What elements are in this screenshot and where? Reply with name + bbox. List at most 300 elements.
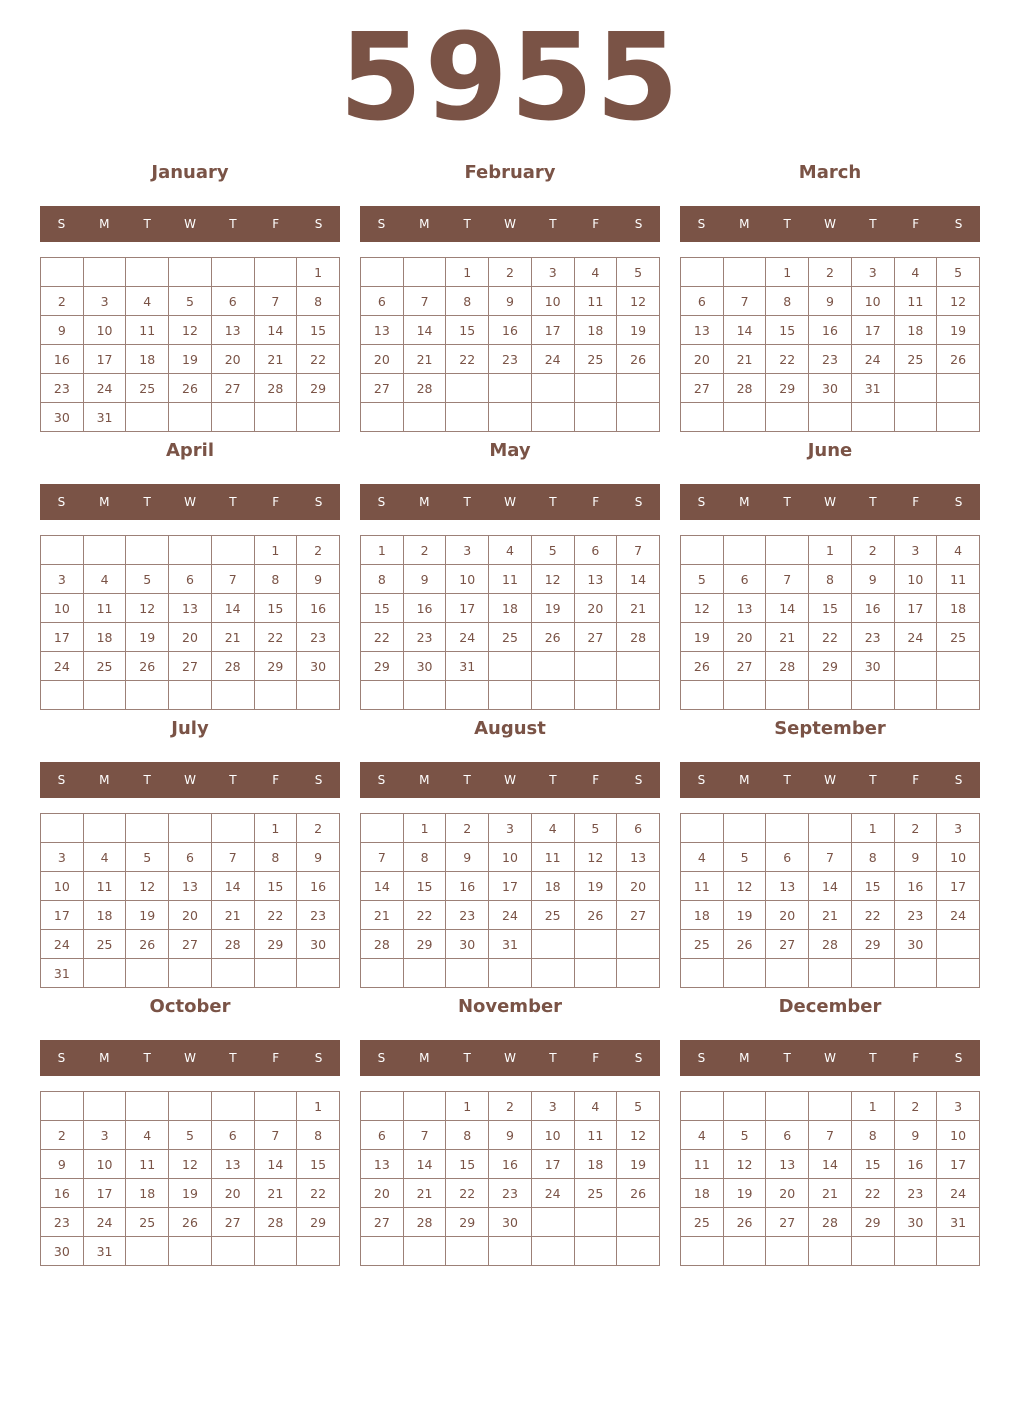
day-cell: 16 — [297, 594, 340, 623]
day-cell: 31 — [41, 959, 84, 988]
month-name: November — [457, 996, 563, 1017]
day-cell: 8 — [851, 1121, 894, 1150]
weekday-label: W — [824, 217, 836, 231]
week-row — [41, 681, 340, 710]
day-cell: 3 — [83, 287, 126, 316]
day-cell: 26 — [681, 652, 724, 681]
day-cell: 26 — [126, 930, 169, 959]
day-cell: 27 — [211, 374, 254, 403]
day-cell: 16 — [809, 316, 852, 345]
week-row — [41, 930, 340, 959]
empty-day-cell — [937, 403, 980, 432]
day-cell: 8 — [766, 287, 809, 316]
day-cell: 27 — [211, 1208, 254, 1237]
empty-day-cell — [851, 1237, 894, 1266]
empty-day-cell — [851, 959, 894, 988]
day-cell: 10 — [41, 872, 84, 901]
day-cell: 12 — [937, 287, 980, 316]
day-cell: 25 — [126, 374, 169, 403]
day-cell: 12 — [531, 565, 574, 594]
empty-day-cell — [126, 258, 169, 287]
day-cell: 16 — [894, 872, 937, 901]
empty-day-cell — [297, 959, 340, 988]
day-cell: 13 — [361, 1150, 404, 1179]
day-cell: 30 — [297, 930, 340, 959]
day-cell: 29 — [361, 652, 404, 681]
week-row — [41, 843, 340, 872]
week-row — [361, 1179, 660, 1208]
day-cell: 30 — [446, 930, 489, 959]
day-cell: 1 — [766, 258, 809, 287]
day-cell: 24 — [937, 1179, 980, 1208]
day-cell: 12 — [574, 843, 617, 872]
week-row — [361, 843, 660, 872]
day-grid — [360, 257, 660, 432]
day-cell: 15 — [297, 316, 340, 345]
day-cell: 13 — [169, 594, 212, 623]
empty-day-cell — [617, 374, 660, 403]
empty-day-cell — [169, 681, 212, 710]
month-name: March — [798, 162, 862, 183]
day-cell: 15 — [851, 1150, 894, 1179]
day-cell: 12 — [723, 872, 766, 901]
empty-day-cell — [574, 959, 617, 988]
day-cell: 6 — [211, 287, 254, 316]
day-cell: 20 — [723, 623, 766, 652]
empty-day-cell — [297, 1237, 340, 1266]
day-cell: 1 — [809, 536, 852, 565]
day-grid — [360, 535, 660, 710]
weekday-label: S — [954, 495, 963, 509]
day-cell: 4 — [937, 536, 980, 565]
empty-day-cell — [41, 681, 84, 710]
weekday-label: S — [634, 1051, 643, 1065]
week-row — [361, 959, 660, 988]
empty-day-cell — [126, 959, 169, 988]
day-cell: 22 — [254, 623, 297, 652]
day-cell: 7 — [766, 565, 809, 594]
week-row — [41, 1208, 340, 1237]
weekday-label: W — [504, 1051, 516, 1065]
day-cell: 29 — [254, 652, 297, 681]
day-cell: 7 — [361, 843, 404, 872]
week-row — [361, 565, 660, 594]
day-cell: 21 — [723, 345, 766, 374]
day-cell: 30 — [809, 374, 852, 403]
day-cell: 11 — [681, 1150, 724, 1179]
weekday-label: W — [824, 1051, 836, 1065]
weekday-label: T — [463, 773, 471, 787]
day-cell: 5 — [531, 536, 574, 565]
empty-day-cell — [83, 258, 126, 287]
weekday-label: T — [549, 1051, 557, 1065]
day-cell: 21 — [766, 623, 809, 652]
empty-day-cell — [617, 1208, 660, 1237]
weekday-label: M — [419, 773, 430, 787]
day-cell: 1 — [297, 1092, 340, 1121]
day-cell: 10 — [531, 1121, 574, 1150]
weekday-label: M — [739, 217, 750, 231]
day-cell: 24 — [937, 901, 980, 930]
day-cell: 4 — [489, 536, 532, 565]
day-cell: 24 — [83, 374, 126, 403]
day-cell: 7 — [211, 843, 254, 872]
weekday-label: T — [783, 495, 791, 509]
day-cell: 9 — [403, 565, 446, 594]
day-cell: 25 — [681, 930, 724, 959]
day-cell: 11 — [574, 287, 617, 316]
weekday-label: F — [592, 1051, 600, 1065]
week-row — [681, 652, 980, 681]
empty-day-cell — [723, 258, 766, 287]
day-cell: 17 — [894, 594, 937, 623]
day-cell: 20 — [169, 901, 212, 930]
day-cell: 7 — [403, 287, 446, 316]
day-cell: 21 — [403, 1179, 446, 1208]
day-cell: 14 — [211, 594, 254, 623]
day-cell: 15 — [766, 316, 809, 345]
weekday-header — [360, 484, 660, 520]
day-cell: 13 — [574, 565, 617, 594]
day-cell: 31 — [83, 1237, 126, 1266]
weekday-label: S — [57, 773, 66, 787]
day-cell: 21 — [211, 901, 254, 930]
empty-day-cell — [169, 403, 212, 432]
empty-day-cell — [894, 403, 937, 432]
empty-day-cell — [723, 814, 766, 843]
day-cell: 10 — [83, 316, 126, 345]
day-cell: 14 — [211, 872, 254, 901]
day-cell: 11 — [937, 565, 980, 594]
day-cell: 23 — [894, 901, 937, 930]
empty-day-cell — [617, 930, 660, 959]
day-cell: 3 — [894, 536, 937, 565]
day-cell: 15 — [851, 872, 894, 901]
empty-day-cell — [297, 403, 340, 432]
day-cell: 20 — [766, 1179, 809, 1208]
week-row — [41, 403, 340, 432]
day-cell: 28 — [809, 1208, 852, 1237]
day-cell: 14 — [766, 594, 809, 623]
day-cell: 15 — [297, 1150, 340, 1179]
empty-day-cell — [681, 536, 724, 565]
weekday-label: F — [592, 217, 600, 231]
empty-day-cell — [126, 1092, 169, 1121]
day-cell: 16 — [41, 1179, 84, 1208]
empty-day-cell — [809, 403, 852, 432]
weekday-label: M — [419, 217, 430, 231]
day-cell: 5 — [617, 258, 660, 287]
week-row — [361, 258, 660, 287]
day-cell: 25 — [937, 623, 980, 652]
day-cell: 20 — [211, 345, 254, 374]
day-cell: 20 — [681, 345, 724, 374]
empty-day-cell — [937, 1237, 980, 1266]
empty-day-cell — [531, 652, 574, 681]
weekday-label: M — [99, 495, 110, 509]
empty-day-cell — [403, 1092, 446, 1121]
day-cell: 29 — [403, 930, 446, 959]
day-cell: 28 — [211, 652, 254, 681]
week-row — [361, 536, 660, 565]
empty-day-cell — [41, 258, 84, 287]
day-cell: 28 — [809, 930, 852, 959]
week-row — [361, 1208, 660, 1237]
day-cell: 8 — [446, 287, 489, 316]
week-row — [681, 1179, 980, 1208]
empty-day-cell — [446, 403, 489, 432]
day-cell: 30 — [489, 1208, 532, 1237]
weekday-label: M — [99, 1051, 110, 1065]
day-cell: 3 — [937, 814, 980, 843]
day-cell: 27 — [361, 1208, 404, 1237]
week-row — [361, 901, 660, 930]
day-cell: 21 — [809, 1179, 852, 1208]
weekday-label: M — [739, 773, 750, 787]
day-cell: 29 — [297, 374, 340, 403]
week-row — [41, 652, 340, 681]
weekday-label: T — [869, 1051, 877, 1065]
day-cell: 8 — [254, 843, 297, 872]
week-row — [681, 843, 980, 872]
day-cell: 11 — [681, 872, 724, 901]
empty-day-cell — [681, 959, 724, 988]
day-cell: 5 — [617, 1092, 660, 1121]
day-cell: 15 — [254, 594, 297, 623]
day-cell: 15 — [254, 872, 297, 901]
empty-day-cell — [446, 681, 489, 710]
empty-day-cell — [83, 536, 126, 565]
day-cell: 18 — [937, 594, 980, 623]
empty-day-cell — [894, 1237, 937, 1266]
weekday-label: M — [99, 773, 110, 787]
day-cell: 10 — [446, 565, 489, 594]
week-row — [361, 652, 660, 681]
empty-day-cell — [574, 1237, 617, 1266]
weekday-label: T — [549, 495, 557, 509]
weekday-label: S — [954, 217, 963, 231]
empty-day-cell — [531, 403, 574, 432]
week-row — [41, 536, 340, 565]
weekday-label: M — [739, 495, 750, 509]
day-cell: 5 — [126, 843, 169, 872]
day-cell: 16 — [403, 594, 446, 623]
day-cell: 29 — [766, 374, 809, 403]
empty-day-cell — [681, 1092, 724, 1121]
day-cell: 21 — [211, 623, 254, 652]
day-cell: 20 — [361, 345, 404, 374]
day-cell: 9 — [489, 1121, 532, 1150]
week-row — [681, 872, 980, 901]
week-row — [681, 1237, 980, 1266]
day-cell: 4 — [126, 1121, 169, 1150]
empty-day-cell — [617, 652, 660, 681]
day-cell: 18 — [83, 901, 126, 930]
day-cell: 27 — [574, 623, 617, 652]
week-row — [681, 959, 980, 988]
day-cell: 6 — [169, 843, 212, 872]
empty-day-cell — [169, 1092, 212, 1121]
empty-day-cell — [531, 1208, 574, 1237]
week-row — [681, 1150, 980, 1179]
empty-day-cell — [126, 536, 169, 565]
weekday-label: S — [314, 217, 323, 231]
weekday-header — [680, 1040, 980, 1076]
day-cell: 24 — [489, 901, 532, 930]
day-cell: 18 — [531, 872, 574, 901]
day-cell: 28 — [254, 374, 297, 403]
day-cell: 4 — [531, 814, 574, 843]
empty-day-cell — [361, 1237, 404, 1266]
empty-day-cell — [446, 374, 489, 403]
day-cell: 22 — [766, 345, 809, 374]
weekday-label: S — [57, 1051, 66, 1065]
day-cell: 10 — [531, 287, 574, 316]
weekday-label: S — [634, 217, 643, 231]
empty-day-cell — [211, 959, 254, 988]
weekday-label: W — [504, 495, 516, 509]
day-cell: 14 — [361, 872, 404, 901]
empty-day-cell — [254, 1237, 297, 1266]
day-cell: 17 — [83, 345, 126, 374]
weekday-label: S — [377, 495, 386, 509]
week-row — [361, 1092, 660, 1121]
day-cell: 11 — [574, 1121, 617, 1150]
empty-day-cell — [403, 959, 446, 988]
day-cell: 18 — [894, 316, 937, 345]
day-cell: 25 — [574, 345, 617, 374]
empty-day-cell — [169, 258, 212, 287]
day-cell: 29 — [851, 1208, 894, 1237]
day-cell: 30 — [403, 652, 446, 681]
day-cell: 9 — [297, 565, 340, 594]
week-row — [361, 374, 660, 403]
day-cell: 18 — [574, 1150, 617, 1179]
week-row — [41, 623, 340, 652]
empty-day-cell — [766, 1092, 809, 1121]
day-grid — [360, 813, 660, 988]
day-cell: 5 — [681, 565, 724, 594]
day-cell: 6 — [681, 287, 724, 316]
day-cell: 26 — [126, 652, 169, 681]
day-cell: 17 — [531, 1150, 574, 1179]
day-cell: 30 — [851, 652, 894, 681]
day-cell: 24 — [41, 652, 84, 681]
empty-day-cell — [617, 959, 660, 988]
day-cell: 1 — [254, 536, 297, 565]
empty-day-cell — [681, 403, 724, 432]
month-name: June — [807, 440, 853, 461]
weekday-label: M — [419, 1051, 430, 1065]
weekday-label: W — [184, 217, 196, 231]
empty-day-cell — [894, 374, 937, 403]
day-cell: 13 — [766, 1150, 809, 1179]
weekday-header — [40, 1040, 340, 1076]
day-cell: 17 — [41, 901, 84, 930]
day-cell: 22 — [254, 901, 297, 930]
weekday-label: T — [143, 1051, 151, 1065]
weekday-label: F — [912, 1051, 920, 1065]
day-cell: 7 — [211, 565, 254, 594]
day-cell: 27 — [681, 374, 724, 403]
day-cell: 22 — [809, 623, 852, 652]
day-cell: 5 — [723, 1121, 766, 1150]
day-cell: 9 — [894, 843, 937, 872]
day-cell: 11 — [83, 594, 126, 623]
week-row — [361, 594, 660, 623]
day-cell: 26 — [169, 374, 212, 403]
empty-day-cell — [169, 814, 212, 843]
month-name: August — [474, 718, 546, 739]
empty-day-cell — [574, 1208, 617, 1237]
empty-day-cell — [723, 959, 766, 988]
empty-day-cell — [403, 403, 446, 432]
empty-day-cell — [574, 403, 617, 432]
empty-day-cell — [126, 1237, 169, 1266]
day-cell: 7 — [809, 843, 852, 872]
day-grid — [680, 813, 980, 988]
empty-day-cell — [723, 403, 766, 432]
empty-day-cell — [169, 536, 212, 565]
week-row — [361, 930, 660, 959]
month-name: April — [165, 440, 215, 461]
weekday-label: T — [869, 495, 877, 509]
day-cell: 3 — [489, 814, 532, 843]
day-cell: 9 — [851, 565, 894, 594]
day-cell: 27 — [169, 930, 212, 959]
day-cell: 6 — [617, 814, 660, 843]
day-cell: 22 — [446, 345, 489, 374]
day-cell: 15 — [361, 594, 404, 623]
day-cell: 2 — [809, 258, 852, 287]
day-cell: 30 — [894, 1208, 937, 1237]
day-cell: 18 — [681, 1179, 724, 1208]
week-row — [41, 1092, 340, 1121]
weekday-header — [40, 484, 340, 520]
day-cell: 1 — [361, 536, 404, 565]
empty-day-cell — [254, 258, 297, 287]
year-title: 5955 — [339, 9, 681, 148]
day-cell: 15 — [446, 316, 489, 345]
week-row — [41, 1237, 340, 1266]
day-cell: 18 — [83, 623, 126, 652]
day-grid — [40, 535, 340, 710]
day-cell: 13 — [681, 316, 724, 345]
day-cell: 15 — [809, 594, 852, 623]
day-cell: 16 — [41, 345, 84, 374]
day-cell: 23 — [851, 623, 894, 652]
weekday-label: T — [229, 1051, 237, 1065]
day-cell: 3 — [851, 258, 894, 287]
empty-day-cell — [531, 1237, 574, 1266]
day-cell: 10 — [41, 594, 84, 623]
weekday-header — [40, 206, 340, 242]
day-cell: 15 — [446, 1150, 489, 1179]
day-cell: 14 — [723, 316, 766, 345]
empty-day-cell — [254, 1092, 297, 1121]
empty-day-cell — [403, 1237, 446, 1266]
empty-day-cell — [809, 1237, 852, 1266]
empty-day-cell — [531, 374, 574, 403]
weekday-label: T — [463, 1051, 471, 1065]
day-grid — [680, 535, 980, 710]
week-row — [681, 345, 980, 374]
day-cell: 4 — [894, 258, 937, 287]
empty-day-cell — [894, 681, 937, 710]
week-row — [681, 930, 980, 959]
empty-day-cell — [254, 959, 297, 988]
empty-day-cell — [766, 536, 809, 565]
